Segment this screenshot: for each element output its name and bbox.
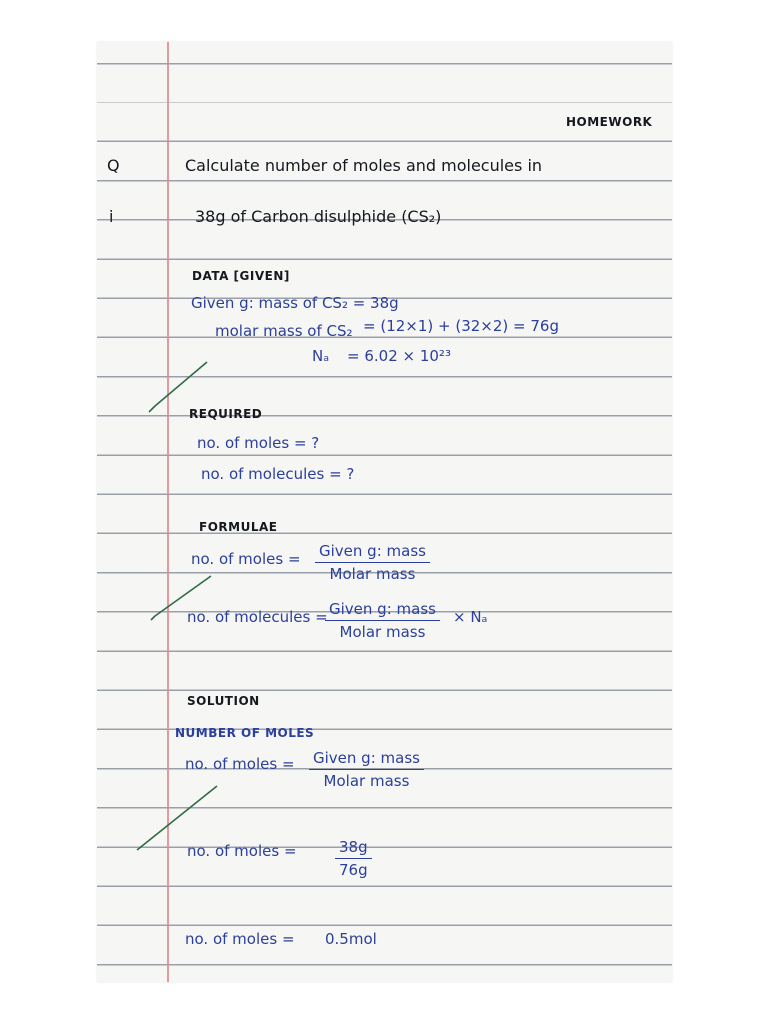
solution-moles-fraction-2 <box>335 838 372 879</box>
formula-molecules-denominator: Molar mass <box>339 623 426 641</box>
formula-moles-numerator: Given g: mass <box>315 542 430 563</box>
solution-moles-label-1: no. of moles = <box>185 755 295 773</box>
formula-moles-fraction <box>315 542 430 583</box>
avogadro-label: Nₐ <box>312 347 330 365</box>
check-mark-icon <box>149 570 219 625</box>
solution-moles-value: 0.5mol <box>325 930 377 948</box>
part-marker: i <box>109 207 114 226</box>
molar-mass-label: molar mass of CS₂ <box>215 322 353 340</box>
solution-moles-numerator-1: Given g: mass <box>309 749 424 770</box>
formula-moles-label: no. of moles = <box>191 550 301 568</box>
solution-moles-label-2: no. of moles = <box>187 842 297 860</box>
formula-molecules-times-na: × Nₐ <box>453 608 488 626</box>
required-item-molecules: no. of molecules = ? <box>201 465 355 483</box>
required-item-moles: no. of moles = ? <box>197 434 320 452</box>
question-marker: Q <box>107 156 120 175</box>
solution-moles-denominator-2: 76g <box>339 861 368 879</box>
avogadro-value: = 6.02 × 10²³ <box>347 347 451 365</box>
solution-moles-numerator-2: 38g <box>335 838 372 859</box>
solution-moles-label-3: no. of moles = <box>185 930 295 948</box>
number-of-moles-subheading: NUMBER OF MOLES <box>175 726 315 740</box>
check-mark-icon <box>135 782 225 852</box>
data-heading: DATA [GIVEN] <box>192 269 290 283</box>
solution-moles-denominator-1: Molar mass <box>323 772 410 790</box>
formula-molecules-numerator: Given g: mass <box>325 600 440 621</box>
solution-moles-fraction-1 <box>309 749 424 790</box>
solution-heading: SOLUTION <box>187 694 260 708</box>
notebook-page <box>97 42 672 982</box>
formula-molecules-fraction <box>325 600 440 641</box>
formula-moles-denominator: Molar mass <box>329 565 416 583</box>
formulae-heading: FORMULAE <box>199 520 278 534</box>
part-text: 38g of Carbon disulphide (CS₂) <box>195 207 442 226</box>
formula-molecules-label: no. of molecules = <box>187 608 328 626</box>
given-mass: Given g: mass of CS₂ = 38g <box>191 294 399 312</box>
required-heading: REQUIRED <box>189 407 263 421</box>
molar-mass-expression: = (12×1) + (32×2) = 76g <box>363 317 559 335</box>
homework-tag: HOMEWORK <box>566 115 653 129</box>
question-text: Calculate number of moles and molecules in <box>185 156 543 175</box>
check-mark-icon <box>147 354 217 414</box>
